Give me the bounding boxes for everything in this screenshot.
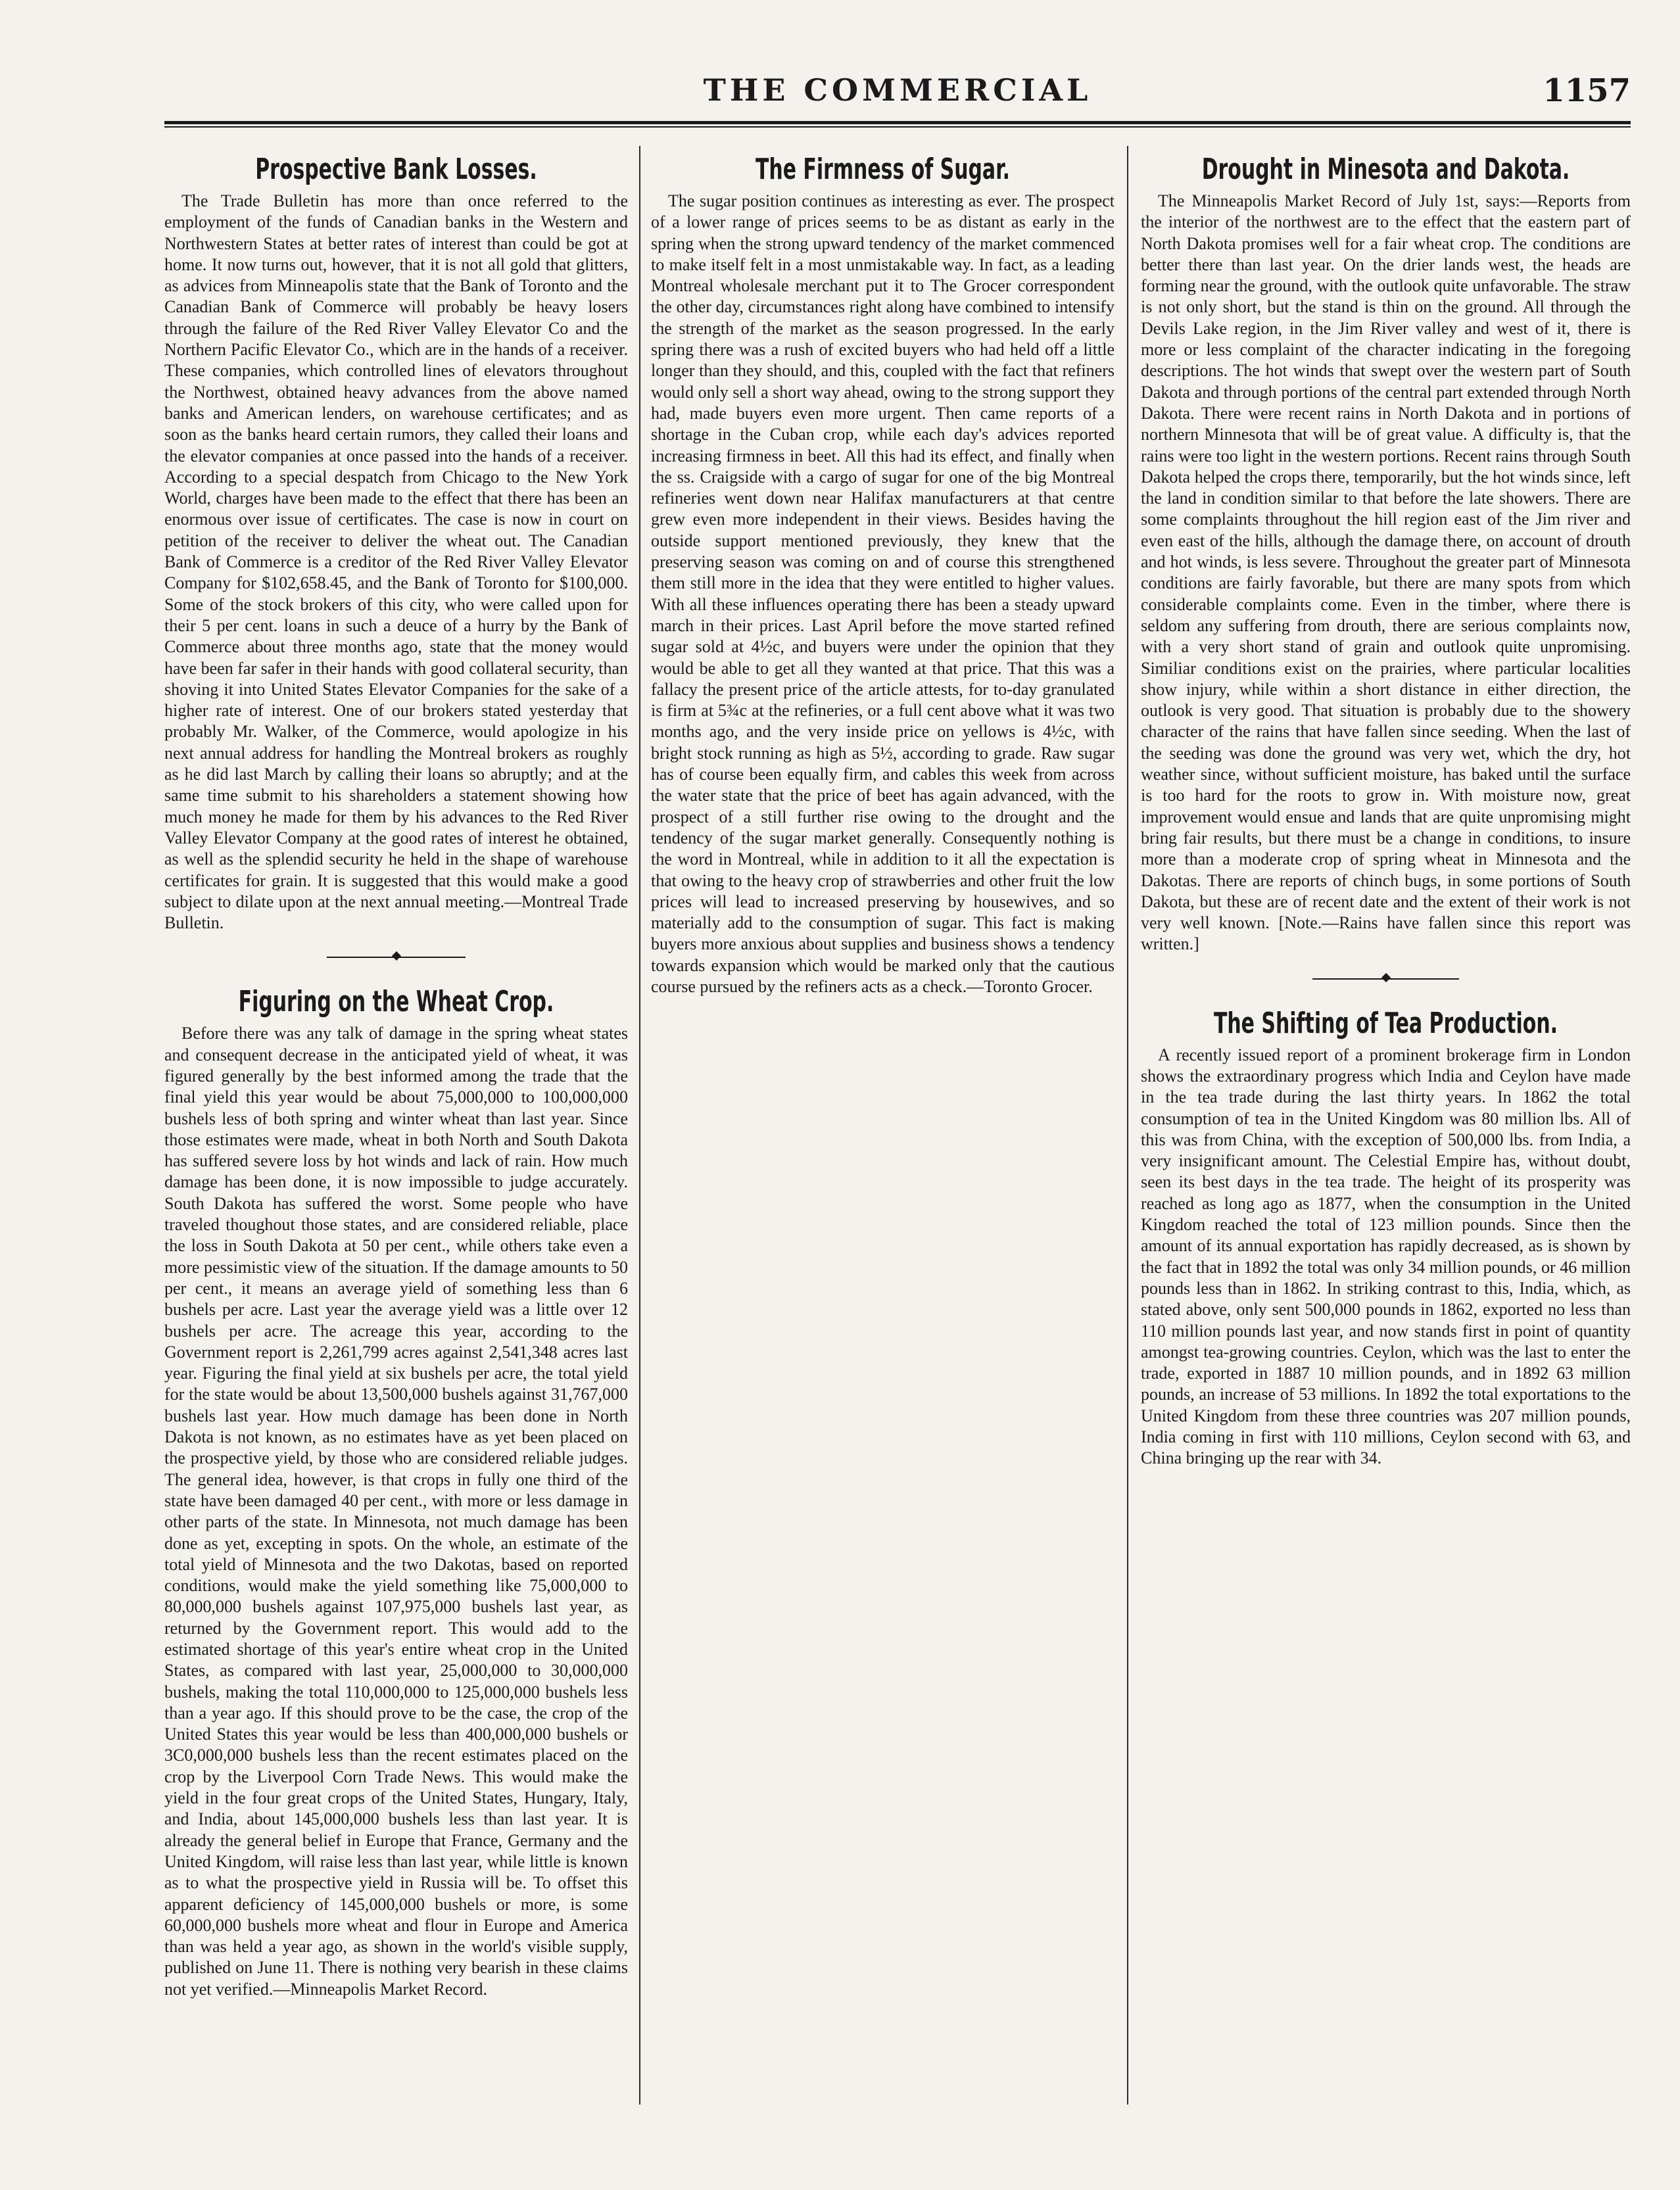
article-sugar xyxy=(651,151,1115,997)
article-paragraph: Before there was any talk of damage in the spring wheat states and consequent decrease in the anticipated yield of wheat, it was figured generally by the best informed among the trade that the final yield this year would be about 75,000,000 to 100,000,000 bushels less of both spring and winter wheat than last year. Since those estimates were made, wheat in both North and South Dakota has suffered severe loss by hot winds and lack of rain. How much damage has been done, it is now impossible to judge accurately. South Dakota has suffered the worst. Some people who have traveled thoughout those states, and are considered reliable, place the loss in South Dakota at 50 per cent., while others take even a more pessimistic view of the situation. If the damage amounts to 50 per cent., it means an average yield of something less than 6 bushels per acre. Last year the average yield was a little over 12 bushels per acre. The acreage this year, according to the Government report is 2,261,799 acres against 2,541,348 acres last year. Figuring the final yield at six bushels per acre, the total yield for the state would be about 13,500,000 bushels against 31,767,000 bushels last year. How much damage has been done in North Dakota is not known, as no estimates have as yet been placed on the prospective yield, by those who are considered reliable judges. The general idea, however, is that crops in fully one third of the state have been damaged 40 per cent., with more or less damage in other parts of the state. In Minnesota, not much damage has been done as yet, excepting in spots. On the whole, an estimate of the total yield of Minnesota and the two Dakotas, based on reported conditions, would make the yield something like 75,000,000 to 80,000,000 bushels against 107,975,000 bushels last year, as returned by the Government report. This would add to the estimated shortage of this year's entire wheat crop in the United States, as compared with last year, 25,000,000 to 30,000,000 bushels, making the total 110,000,000 to 125,000,000 bushels less than a year ago. If this should prove to be the case, the crop of the United States this year would be less than 400,000,000 bushels or 3C0,000,000 bushels less than the recent estimates placed on the crop by the Liverpool Corn Trade News. This would make the yield in the four great crops of the United States, Hungary, Italy, and India, about 145,000,000 bushels less than last year. It is already the general belief in Europe that France, Germany and the United Kingdom, will raise less than last year, while little is known as to what the prospective yield in Russia will be. To offset this apparent deficiency of 145,000,000 bushels or more, is some 60,000,000 bushels more wheat and flour in Europe and America than was held a year ago, as shown in the world's visible supply, published on June 11. There is nothing very bearish in these claims not yet verified.—Minneapolis Market Record. xyxy=(164,1024,628,1999)
article-drought xyxy=(1141,151,1631,955)
article-wheat-crop xyxy=(164,984,628,2000)
article-tea xyxy=(1141,1005,1631,1469)
headline-drought: Drought in Minesota and Dakota. xyxy=(1201,153,1570,186)
headline-bank-losses: Prospective Bank Losses. xyxy=(255,153,537,186)
newspaper-title: THE COMMERCIAL xyxy=(703,72,1092,108)
headline-sugar: The Firmness of Sugar. xyxy=(756,153,1010,186)
article-bank-losses xyxy=(164,151,628,934)
headline-wheat-crop: Figuring on the Wheat Crop. xyxy=(238,985,554,1019)
page-number: 1157 xyxy=(1543,72,1631,109)
column-middle xyxy=(651,151,1115,2091)
column-right xyxy=(1141,151,1631,2091)
article-paragraph: The sugar position continues as interesting as ever. The prospect of a lower range of prices seems to be as distant as early in the spring when the strong upward tendency of the market commenced to make itself felt in a most unmistakable way. In fact, as a leading Montreal wholesale merchant put it to The Grocer correspondent the other day, circumstances right along have combined to intensify the strength of the market as the season progressed. In the early spring there was a rush of excited buyers who had held off a little longer than they should, and this, coupled with the fact that refiners would only sell a short way ahead, owing to the strong support they had, made buyers even more urgent. Then came reports of a shortage in the Cuban crop, while each day's advices reported increasing firmness in beet. All this had its effect, and finally when the ss. Craigside with a cargo of sugar for one of the big Montreal refineries went down near Halifax manufacturers at that centre grew even more independent in their views. Besides having the outside support mentioned previously, they knew that the preserving season was coming on and of course this strengthened them still more in the idea that they were entitled to higher values. With all these influences operating there has been a steady upward march in their prices. Last April before the move started refined sugar sold at 4½c, and buyers were under the opinion that they would be able to get all they wanted at that price. That this was a fallacy the present price of the article attests, for to-day granulated is firm at 5¾c at the refineries, or a full cent above what it was two months ago, and the very inside price on yellows is 4½c, with bright stock running as high as 5½, according to grade. Raw sugar has of course been equally firm, and cables this week from across the water state that the price of beet has again advanced, with the prospect of a still further rise owing to the drought and the tendency of the sugar market generally. Consequently nothing is the word in Montreal, while in addition to it all the expectation is that owing to the heavy crop of strawberries and other fruit the low prices will lead to increased preserving by housewives, and so materially add to the consumption of sugar. This fact is making buyers more anxious about supplies and business shows a tendency towards expansion which would be marked only that the cautious course pursued by the refiners acts as a check.—Toronto Grocer. xyxy=(651,191,1115,996)
article-separator xyxy=(1141,964,1631,993)
column-divider xyxy=(639,146,640,2105)
article-paragraph: The Minneapolis Market Record of July 1st, says:—Reports from the interior of the northwest are to the effect that the eastern part of North Dakota promises well for a fair wheat crop. The conditions are better there than last year. On the drier lands west, the heads are forming near the ground, with the outlook quite unfavorable. The straw is not only short, but the stand is thin on the ground. All through the Devils Lake region, in the Jim River valley and west of it, there is more or less complaint of the character indicating in the foregoing descriptions. The hot winds that swept over the western part of South Dakota and through portions of the central part extended through North Dakota. There were recent rains in North Dakota and in portions of northern Minnesota that will be of great value. A difficulty is, that the rains were too light in the western portions. Recent rains through South Dakota helped the crops there, temporarily, but the hot winds since, left the land in condition similar to that before the late showers. There are some complaints throughout the hill region east of the Jim river and even east of the hills, although the damage there, on account of drouth and hot winds, is less severe. Throughout the greater part of Minnesota conditions are fairly favorable, but there are many spots from which considerable complaints come. Even in the timber, where there is seldom any suffering from drouth, there are serious complaints now, with a very short stand of grain and outlook quite unpromising. Similiar conditions exist on the prairies, where particular localities show injury, while within a short distance in either direction, the outlook is very good. That situation is probably due to the showery character of the rains that have fallen since seeding. When the last of the seeding was done the ground was very wet, which the dry, hot weather since, without sufficient moisture, has baked until the surface is too hard for the roots to grow in. With moisture now, great improvement would ensue and lands that are quite unpromising might bring fair results, but there must be a change in conditions, to insure more than a moderate crop of spring wheat in Minnesota and the Dakotas. There are reports of chinch bugs, in some portions of South Dakota, but these are of recent date and the extent of their work is not very well known. [Note.—Rains have fallen since this report was written.] xyxy=(1141,191,1631,954)
article-separator xyxy=(164,943,628,972)
column-left xyxy=(164,151,628,2091)
masthead xyxy=(164,72,1631,133)
column-divider xyxy=(1127,146,1128,2105)
masthead-rule xyxy=(164,121,1631,128)
article-paragraph: The Trade Bulletin has more than once referred to the employment of the funds of Canadian banks in the Western and Northwestern States at better rates of interest than could be got at home. It now turns out, however, that it is not all gold that glitters, as advices from Minneapolis state that the Bank of Toronto and the Canadian Bank of Commerce will probably be heavy losers through the failure of the Red River Valley Elevator Co and the Northern Pacific Elevator Co., which are in the hands of a receiver. These companies, which controlled lines of elevators throughout the Northwest, obtained heavy advances from the above named banks and American lenders, on warehouse certificates; and as soon as the banks heard certain rumors, they called their loans and the elevator companies at once passed into the hands of a receiver. According to a special despatch from Chicago to the New York World, charges have been made to the effect that there has been an enormous over issue of certificates. The case is now in court on petition of the receiver to deliver the wheat out. The Canadian Bank of Commerce is a creditor of the Red River Valley Elevator Company for $102,658.45, and the Bank of Toronto for $100,000. Some of the stock brokers of this city, who were called upon for their 5 per cent. loans in such a deuce of a hurry by the Bank of Commerce about three months ago, state that the money would have been far safer in their hands with good collateral security, than shoving it into United States Elevator Companies for the sake of a higher rate of interest. One of our brokers stated yesterday that probably Mr. Walker, of the Commerce, would apologize in his next annual address for handling the Montreal brokers as roughly as he did last March by calling their loans so abruptly; and at the same time submit to his shareholders a statement showing how much money he made for them by his advances to the Red River Valley Elevator Company at the good rates of interest he obtained, as well as the splendid security he held in the shape of warehouse certificates for grain. It is suggested that this would make a good subject to dilate upon at the next annual meeting.—Montreal Trade Bulletin. xyxy=(164,191,628,933)
headline-tea: The Shifting of Tea Production. xyxy=(1213,1006,1558,1040)
article-paragraph: A recently issued report of a prominent brokerage firm in London shows the extraordinary progress which India and Ceylon have made in the tea trade during the last thirty years. In 1862 the total consumption of tea in the United Kingdom was 80 million lbs. All of this was from China, with the exception of 500,000 lbs. from India, a very insignificant amount. The Celestial Empire has, without doubt, seen its best days in the tea trade. The height of its prosperity was reached as long ago as 1877, when the consumption in the United Kingdom reached the total of 123 million pounds. Since then the amount of its annual exportation has rapidly decreased, as is shown by the fact that in 1892 the total was only 34 million pounds, or 46 million pounds less than in 1862. In striking contrast to this, India, which, as stated above, only sent 500,000 pounds in 1862, exported no less than 110 million pounds last year, and now stands first in point of quantity amongst tea-growing countries. Ceylon, which was the last to enter the trade, exported in 1887 10 million pounds, and in 1892 63 million pounds, an increase of 53 millions. In 1892 the total exportations to the United Kingdom from these three countries was 207 million pounds, India coming in first with 110 millions, Ceylon second with 63, and China bringing up the rear with 34. xyxy=(1141,1045,1631,1468)
